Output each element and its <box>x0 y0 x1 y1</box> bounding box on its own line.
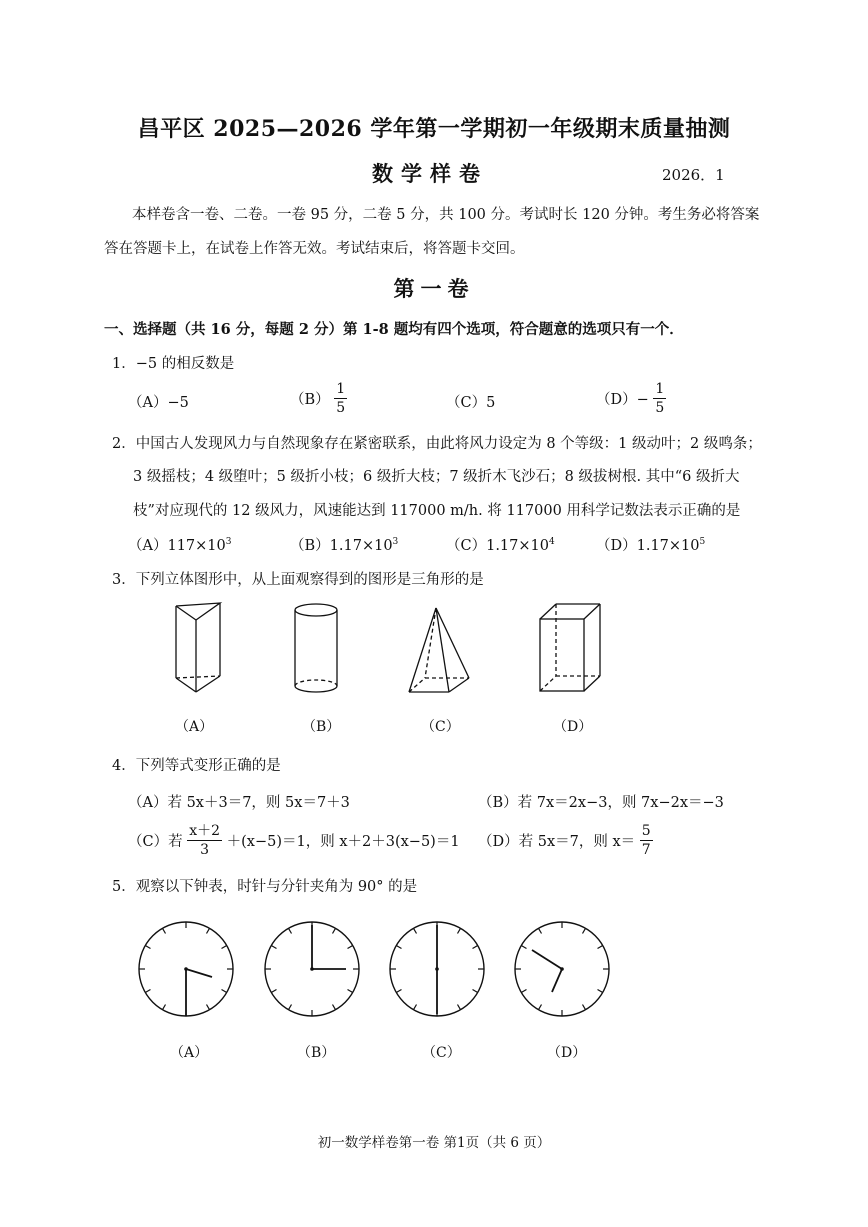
clock-face-c <box>390 922 484 1016</box>
question-2-line-3: 枝”对应现代的 12 级风力，风速能达到 117000 m/h. 将 117000 用科学记数法表示正确的是 <box>133 503 741 519</box>
q5-label-a: （A） <box>170 1045 209 1061</box>
fraction-numerator: x＋2 <box>189 823 221 839</box>
clock-face-d <box>515 922 609 1016</box>
q4-option-c-prefix: （C）若 <box>128 834 183 850</box>
q2-option-d-label: （D）1.17×10 <box>596 538 700 554</box>
clock-hand-2 <box>552 969 562 992</box>
question-3-stem: 3．下列立体图形中，从上面观察得到的图形是三角形的是 <box>112 572 484 588</box>
q4-option-a: （A）若 5x＋3＝7，则 5x＝7＋3 <box>128 795 350 811</box>
section-title: 第一卷 <box>393 276 475 301</box>
q5-label-c: （C） <box>422 1045 461 1061</box>
part-header: 一、选择题（共 16 分，每题 2 分）第 1-8 题均有四个选项，符合题意的选项只有一个． <box>104 321 684 338</box>
q2-option-d-exponent: 5 <box>699 537 706 548</box>
clock-tick <box>396 990 401 993</box>
clock-tick <box>521 990 526 993</box>
question-4-stem: 4．下列等式变形正确的是 <box>112 758 281 774</box>
clock-tick <box>333 1005 336 1010</box>
clock-tick <box>163 1005 166 1010</box>
q1-option-c: （C）5 <box>446 395 496 411</box>
fraction-numerator: 1 <box>336 381 346 397</box>
clock-tick <box>271 990 276 993</box>
clock-tick <box>333 928 336 933</box>
clock-tick <box>289 928 292 933</box>
clock-tick <box>414 1005 417 1010</box>
clock-hand-1 <box>532 950 562 969</box>
q2-option-c-exponent: 4 <box>548 537 555 548</box>
clock-tick <box>207 928 210 933</box>
clock-tick <box>598 946 603 949</box>
clock-tick <box>473 990 478 993</box>
fraction-denominator: 5 <box>655 400 665 416</box>
clock-face-a <box>139 922 233 1016</box>
fraction-denominator: 3 <box>200 842 210 858</box>
q2-option-c-label: （C）1.17×10 <box>446 538 549 554</box>
clock-face-b <box>265 922 359 1016</box>
fraction-denominator: 5 <box>336 400 346 416</box>
clock-hand-1 <box>186 969 212 977</box>
clock-center <box>560 967 564 971</box>
clock-tick <box>348 990 353 993</box>
q5-label-b: （B） <box>297 1045 336 1061</box>
q4-option-b: （B）若 7x＝2x−3，则 7x−2x＝−3 <box>478 795 724 811</box>
clock-center <box>184 967 188 971</box>
fraction-numerator: 1 <box>655 381 665 397</box>
q2-option-b-exponent: 3 <box>392 537 399 548</box>
q1-option-a: （A）−5 <box>128 395 189 411</box>
question-2-line-2: 3 级摇枝；4 级堕叶；5 级折小枝；6 级折大枝；7 级折木飞沙石；8 级拔树根. 其中“6 级折大 <box>133 469 740 485</box>
q3-label-d: （D） <box>553 719 593 735</box>
page-subtitle: 数学样卷 <box>372 161 488 186</box>
clock-tick <box>222 946 227 949</box>
clock-tick <box>271 946 276 949</box>
question-1-stem: 1．−5 的相反数是 <box>112 356 235 372</box>
clock-tick <box>145 946 150 949</box>
clock-tick <box>598 990 603 993</box>
q4-option-d-prefix: （D）若 5x＝7，则 x＝ <box>478 834 636 850</box>
q2-option-a-label: （A）117×10 <box>128 538 226 554</box>
clock-tick <box>348 946 353 949</box>
clock-tick <box>473 946 478 949</box>
q3-label-b: （B） <box>302 719 341 735</box>
clock-center <box>310 967 314 971</box>
q2-option-b-label: （B）1.17×10 <box>290 538 393 554</box>
q1-option-d-label: （D）− <box>596 392 649 408</box>
clock-center <box>435 967 439 971</box>
intro-line-1: 本样卷含一卷、二卷。一卷 95 分，二卷 5 分，共 100 分。考试时长 120 分钟。考生务必将答案 <box>132 207 760 223</box>
clock-tick <box>583 928 586 933</box>
clock-tick <box>207 1005 210 1010</box>
clock-tick <box>163 928 166 933</box>
clock-tick <box>539 1005 542 1010</box>
intro-line-2: 答在答题卡上，在试卷上作答无效。考试结束后，将答题卡交回。 <box>104 241 525 257</box>
clock-tick <box>521 946 526 949</box>
q1-option-b-label: （B） <box>290 392 330 408</box>
exam-date: 2026．1 <box>662 166 725 184</box>
clock-tick <box>583 1005 586 1010</box>
q3-label-c: （C） <box>421 719 460 735</box>
page-footer: 初一数学样卷第一卷 第1页（共 6 页） <box>317 1135 551 1151</box>
fraction-numerator: 5 <box>641 823 651 839</box>
clock-tick <box>414 928 417 933</box>
clock-tick <box>458 1005 461 1010</box>
question-5-stem: 5．观察以下钟表，时针与分针夹角为 90° 的是 <box>112 879 418 895</box>
clock-tick <box>222 990 227 993</box>
question-2-line-1: 2．中国古人发现风力与自然现象存在紧密联系，由此将风力设定为 8 个等级：1 级动叶；2 级鸣条； <box>112 436 762 452</box>
q2-option-a-exponent: 3 <box>225 537 232 548</box>
clock-tick <box>539 928 542 933</box>
fraction-denominator: 7 <box>641 842 651 858</box>
clock-tick <box>145 990 150 993</box>
page-title: 昌平区 2025—2026 学年第一学期初一年级期末质量抽测 <box>137 116 731 142</box>
q5-label-d: （D） <box>547 1045 587 1061</box>
clock-tick <box>396 946 401 949</box>
q3-label-a: （A） <box>175 719 214 735</box>
clock-tick <box>458 928 461 933</box>
clock-tick <box>289 1005 292 1010</box>
q4-option-c-suffix: ＋(x−5)＝1，则 x＋2＋3(x−5)＝1 <box>226 834 460 850</box>
